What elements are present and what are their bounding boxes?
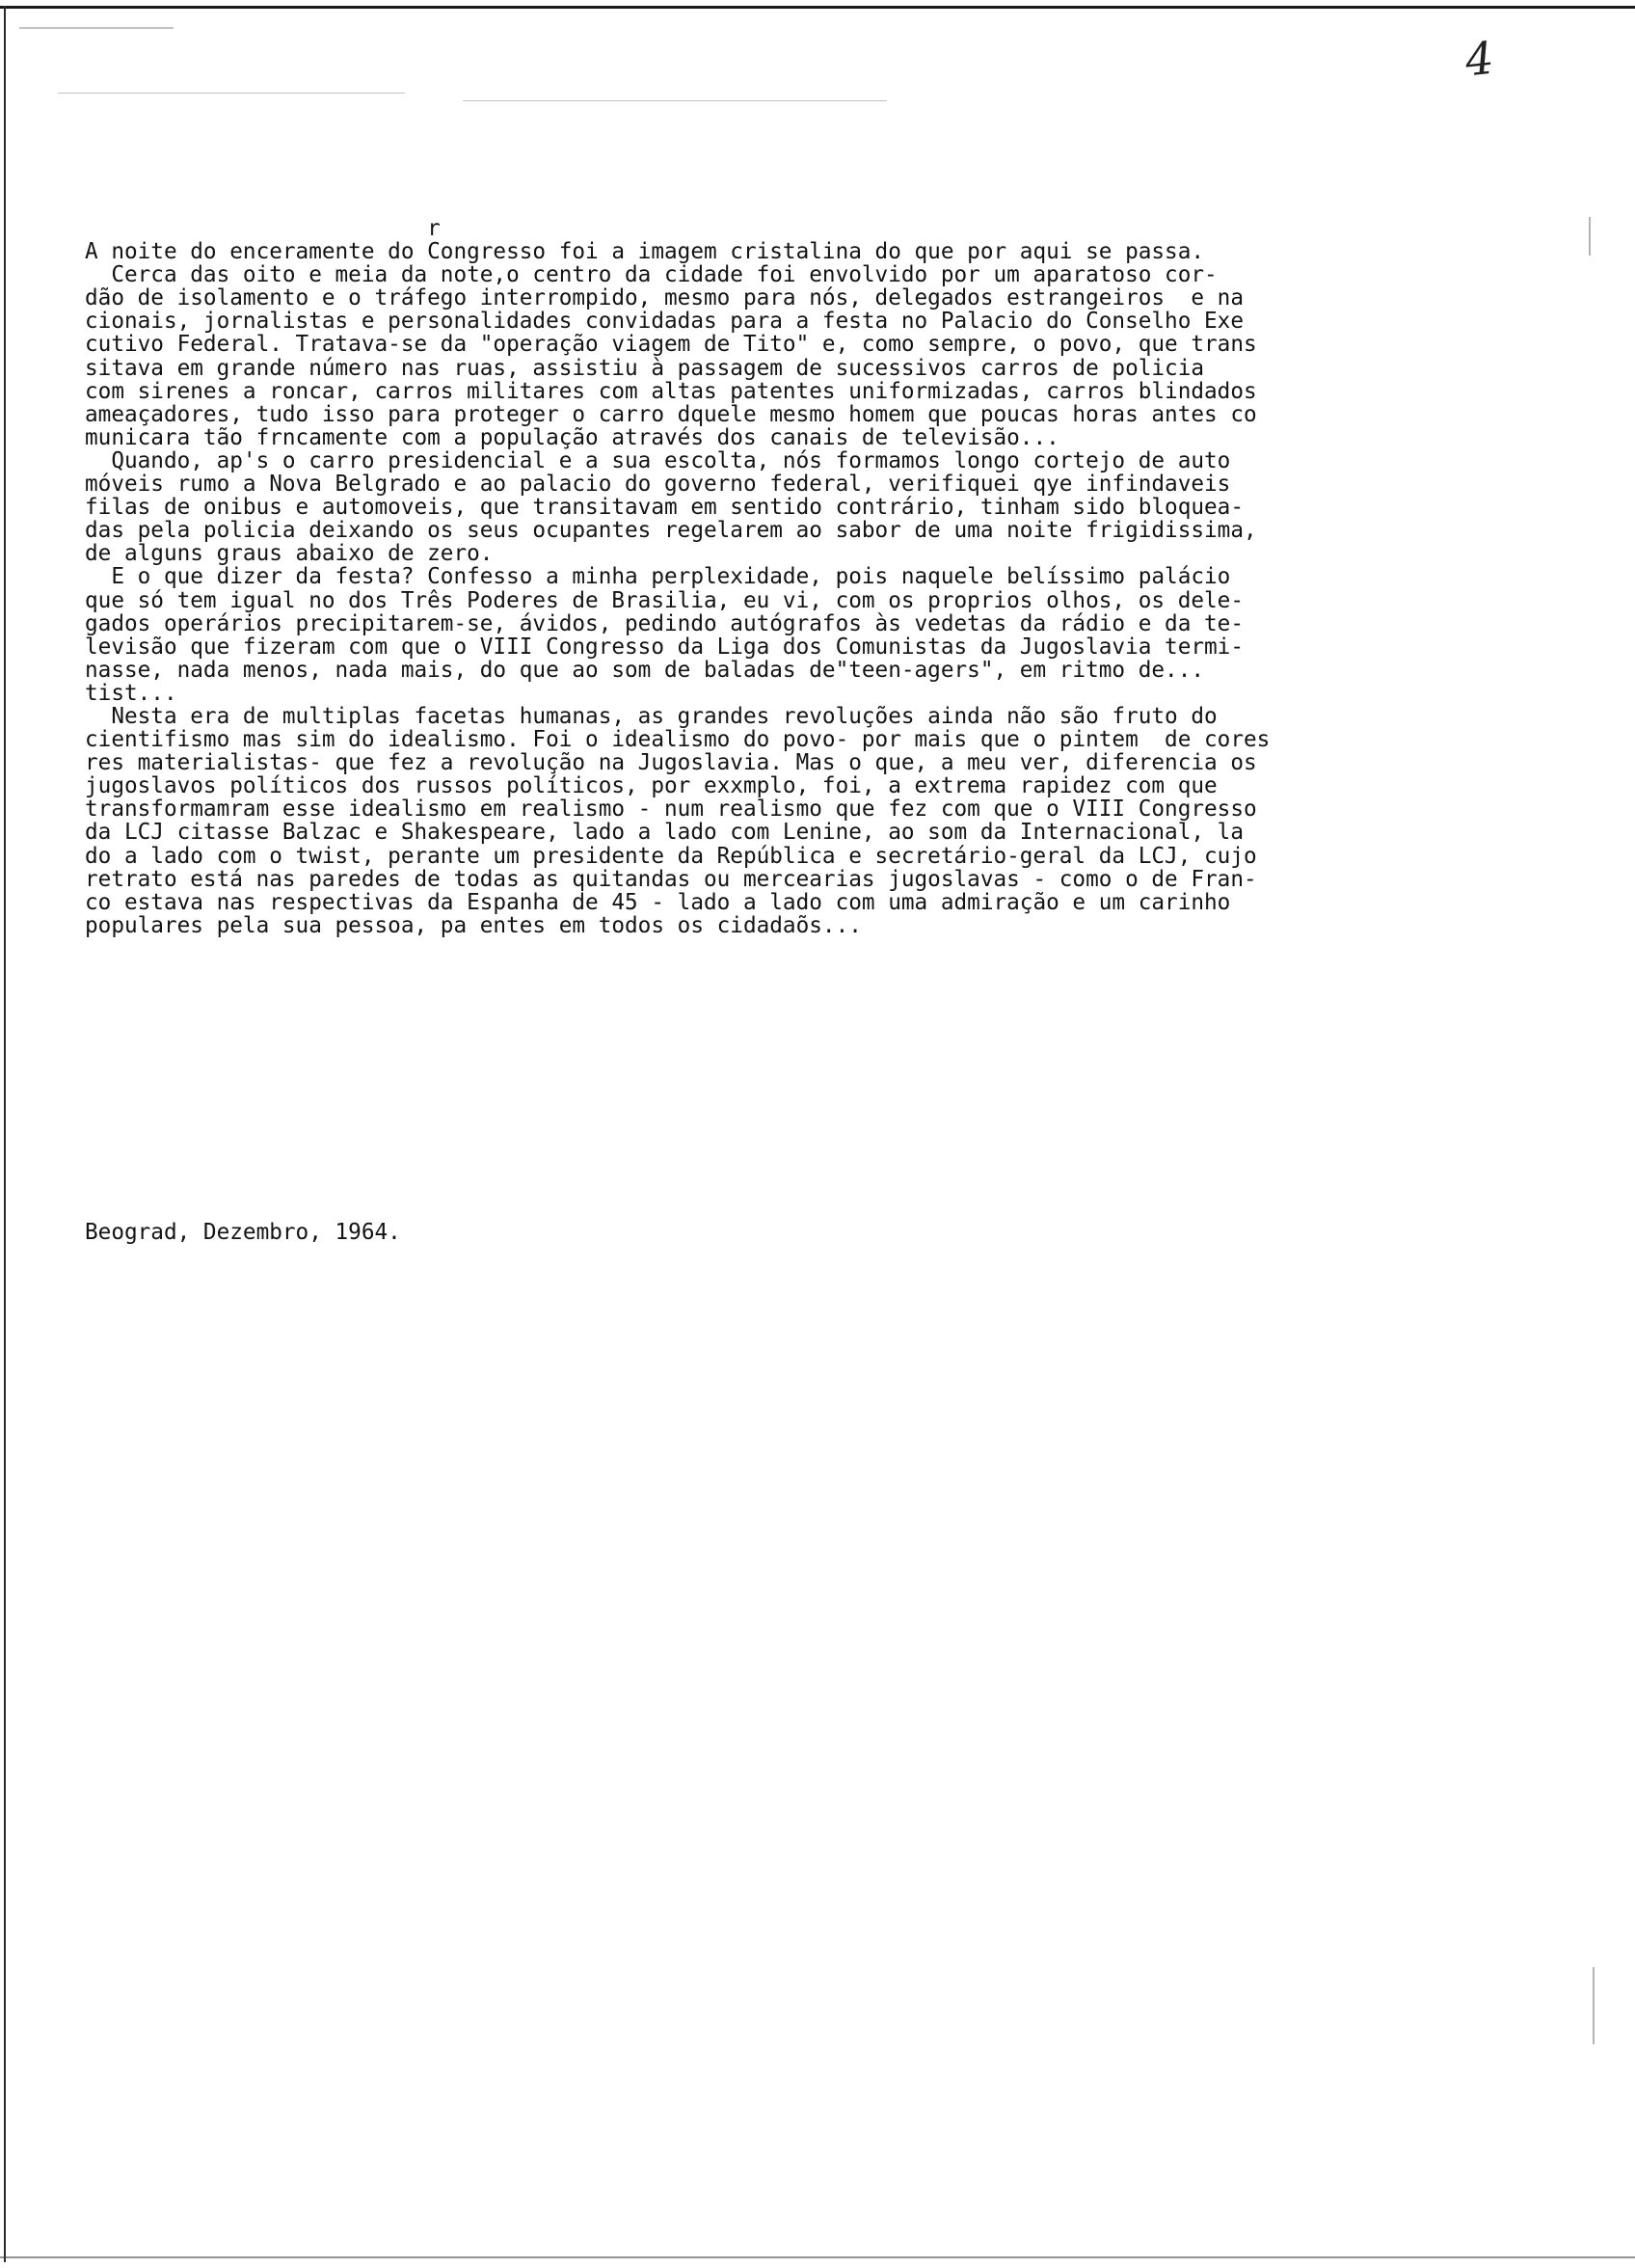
text-line: das pela policia deixando os seus ocupantes regelarem ao sabor de uma noite frigidissima, [85, 518, 1257, 544]
scan-smudge [58, 93, 405, 94]
page-bottom-edge [0, 2256, 1635, 2258]
typewritten-body [85, 217, 1589, 937]
text-line: co estava nas respectivas da Espanha de 45 - lado a lado com uma admiração e um carinho [85, 889, 1231, 915]
text-line: que só tem igual no dos Três Poderes de Brasilia, eu vi, com os proprios olhos, os dele- [85, 587, 1244, 613]
text-line: gados operários precipitarem-se, ávidos, pedindo autógrafos às vedetas da rádio e da te- [85, 610, 1244, 636]
text-line: filas de onibus e automoveis, que transitavam em sentido contrário, tinham sido bloquea- [85, 495, 1244, 521]
text-line: A noite do enceramente do Congresso foi a imagem cristalina do que por aqui se passa. [85, 239, 1205, 265]
text-line: nasse, nada menos, nada mais, do que ao som de baladas de"teen-agers", em ritmo de... [85, 657, 1205, 683]
page-number: 4 [1462, 31, 1497, 87]
text-line: Nesta era de multiplas facetas humanas, as grandes revoluções ainda não são fruto do [85, 703, 1218, 729]
page-top-edge [0, 6, 1635, 9]
signoff-place-date: Beograd, Dezembro, 1964. [85, 1220, 401, 1245]
text-line: jugoslavos políticos dos russos políticos, por exxmplo, foi, a extrema rapidez com que [85, 773, 1218, 799]
text-line: móveis rumo a Nova Belgrado e ao palacio do governo federal, verifiquei qye infindaveis [85, 472, 1231, 498]
text-line: r [85, 216, 441, 241]
scan-smudge [19, 27, 174, 29]
margin-mark [1593, 1967, 1595, 2044]
text-line: de alguns graus abaixo de zero. [85, 541, 494, 567]
text-line: com sirenes a roncar, carros militares com altas patentes uniformizadas, carros blindados [85, 378, 1257, 404]
text-line: transformamram esse idealismo em realismo - num realismo que fez com que o VIII Congresso [85, 796, 1257, 823]
text-line: cutivo Federal. Tratava-se da "operação viagem de Tito" e, como sempre, o povo, que trans [85, 332, 1257, 358]
text-line: cionais, jornalistas e personalidades convidadas para a festa no Palacio do Conselho Exe [85, 309, 1244, 335]
text-line: Quando, ap's o carro presidencial e a sua escolta, nós formamos longo cortejo de auto [85, 447, 1231, 473]
text-line: cientifismo mas sim do idealismo. Foi o idealismo do povo- por mais que o pintem de cores [85, 727, 1271, 753]
text-line: E o que dizer da festa? Confesso a minha perplexidade, pois naquele belíssimo palácio [85, 564, 1231, 590]
text-line: levisão que fizeram com que o VIII Congresso da Liga dos Comunistas da Jugoslavia termi- [85, 634, 1244, 660]
scan-smudge [463, 100, 887, 101]
text-line: Cerca das oito e meia da note,o centro da cidade foi envolvido por um aparatoso cor- [85, 262, 1218, 288]
margin-mark [1589, 217, 1591, 256]
text-line: populares pela sua pessoa, pa entes em todos os cidadaõs... [85, 912, 862, 938]
text-line: do a lado com o twist, perante um presidente da República e secretário-geral da LCJ, cujo [85, 843, 1257, 869]
text-line: da LCJ citasse Balzac e Shakespeare, lado a lado com Lenine, ao som da Internacional, la [85, 820, 1244, 846]
text-line: tist... [85, 680, 177, 706]
page-left-edge [4, 6, 6, 2262]
text-line: dão de isolamento e o tráfego interrompido, mesmo para nós, delegados estrangeiros e na [85, 285, 1244, 311]
text-line: sitava em grande número nas ruas, assistiu à passagem de sucessivos carros de policia [85, 355, 1205, 381]
text-line: retrato está nas paredes de todas as quitandas ou mercearias jugoslavas - como o de Fran- [85, 866, 1257, 892]
text-line: ameaçadores, tudo isso para proteger o carro dquele mesmo homem que poucas horas antes co [85, 401, 1257, 427]
text-line: res materialistas- que fez a revolução na Jugoslavia. Mas o que, a meu ver, diferencia os [85, 750, 1257, 776]
text-line: municara tão frncamente com a população através dos canais de televisão... [85, 424, 1059, 450]
